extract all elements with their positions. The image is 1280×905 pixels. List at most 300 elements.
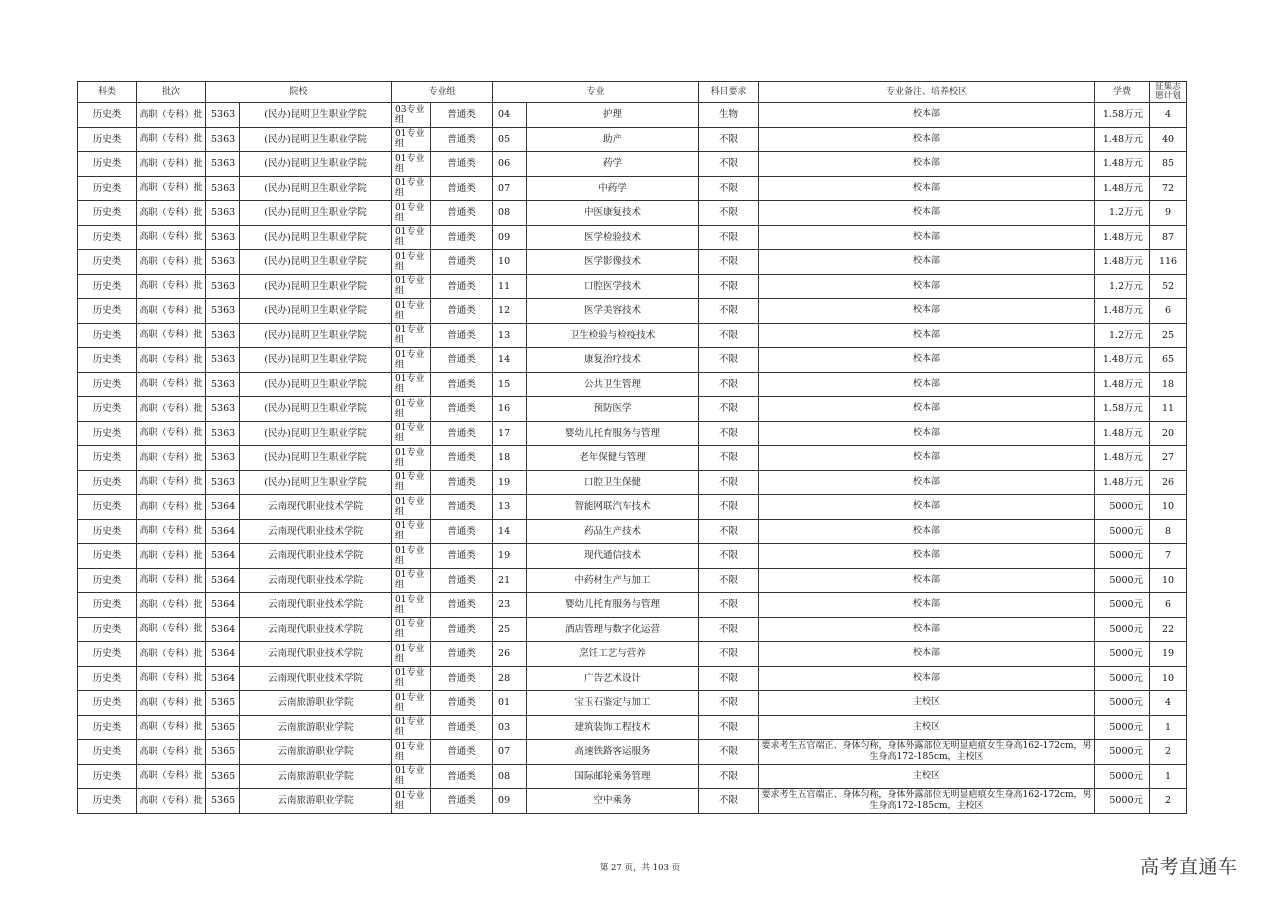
cell-category: 普通类 [431,740,493,765]
cell-category: 普通类 [431,568,493,593]
cell-major-code: 13 [493,323,527,348]
cell-major-code: 19 [493,470,527,495]
cell-institution-code: 5364 [206,642,240,667]
cell-major-name: 空中乘务 [527,789,699,814]
table-row [78,299,1187,324]
cell-major-name: 护理 [527,103,699,128]
cell-institution-code: 5363 [206,225,240,250]
table-row [78,691,1187,716]
cell-major-group: 01专业组 [392,740,431,765]
cell-major-code: 07 [493,176,527,201]
header-subject-requirement: 科目要求 [699,82,759,103]
cell-major-code: 28 [493,666,527,691]
table-row [78,201,1187,226]
cell-category: 普通类 [431,348,493,373]
cell-remarks-campus: 校本部 [759,372,1095,397]
cell-plan-count: 10 [1150,495,1187,520]
cell-subject-type: 历史类 [78,201,137,226]
page-number-footer: 第 27 页，共 103 页 [599,863,681,873]
cell-category: 普通类 [431,274,493,299]
cell-subject-requirement: 不限 [699,201,759,226]
cell-plan-count: 2 [1150,740,1187,765]
cell-subject-requirement: 不限 [699,740,759,765]
cell-batch: 高职（专科）批 [137,495,206,520]
cell-tuition: 1.48万元 [1095,152,1150,177]
cell-tuition: 5000元 [1095,593,1150,618]
table-row [78,715,1187,740]
cell-major-code: 06 [493,152,527,177]
cell-major-name: 国际邮轮乘务管理 [527,764,699,789]
cell-subject-type: 历史类 [78,519,137,544]
cell-major-name: 药学 [527,152,699,177]
cell-institution-name: (民办)昆明卫生职业学院 [240,421,392,446]
cell-category: 普通类 [431,152,493,177]
cell-plan-count: 22 [1150,617,1187,642]
cell-subject-type: 历史类 [78,568,137,593]
cell-tuition: 1.48万元 [1095,299,1150,324]
cell-category: 普通类 [431,127,493,152]
cell-institution-code: 5363 [206,274,240,299]
cell-plan-count: 8 [1150,519,1187,544]
cell-remarks-campus: 校本部 [759,568,1095,593]
cell-batch: 高职（专科）批 [137,225,206,250]
cell-subject-requirement: 不限 [699,764,759,789]
cell-subject-type: 历史类 [78,470,137,495]
cell-major-name: 康复治疗技术 [527,348,699,373]
admission-plan-table [77,81,1187,814]
cell-category: 普通类 [431,495,493,520]
cell-institution-code: 5364 [206,593,240,618]
cell-plan-count: 10 [1150,666,1187,691]
cell-batch: 高职（专科）批 [137,740,206,765]
cell-plan-count: 11 [1150,397,1187,422]
table-row [78,274,1187,299]
cell-subject-type: 历史类 [78,299,137,324]
cell-remarks-campus: 校本部 [759,225,1095,250]
table-row [78,470,1187,495]
cell-institution-name: (民办)昆明卫生职业学院 [240,470,392,495]
cell-institution-code: 5364 [206,495,240,520]
cell-subject-type: 历史类 [78,617,137,642]
cell-major-name: 老年保健与管理 [527,446,699,471]
table-row [78,397,1187,422]
cell-major-group: 01专业组 [392,593,431,618]
cell-major-group: 01专业组 [392,299,431,324]
cell-major-code: 14 [493,348,527,373]
cell-major-code: 12 [493,299,527,324]
cell-remarks-campus: 校本部 [759,617,1095,642]
cell-subject-requirement: 不限 [699,299,759,324]
cell-remarks-campus: 主校区 [759,691,1095,716]
cell-major-group: 01专业组 [392,152,431,177]
cell-batch: 高职（专科）批 [137,421,206,446]
cell-remarks-campus: 校本部 [759,666,1095,691]
cell-subject-requirement: 不限 [699,519,759,544]
cell-major-name: 口腔医学技术 [527,274,699,299]
cell-plan-count: 85 [1150,152,1187,177]
cell-institution-name: 云南现代职业技术学院 [240,544,392,569]
cell-subject-type: 历史类 [78,176,137,201]
cell-tuition: 1.48万元 [1095,421,1150,446]
cell-subject-type: 历史类 [78,323,137,348]
cell-major-group: 01专业组 [392,789,431,814]
cell-remarks-campus: 校本部 [759,250,1095,275]
cell-institution-name: (民办)昆明卫生职业学院 [240,348,392,373]
table-row [78,250,1187,275]
cell-remarks-campus: 校本部 [759,495,1095,520]
table-row [78,103,1187,128]
table-row [78,593,1187,618]
cell-major-group: 01专业组 [392,715,431,740]
cell-major-code: 04 [493,103,527,128]
cell-plan-count: 27 [1150,446,1187,471]
cell-institution-code: 5363 [206,323,240,348]
table-row [78,446,1187,471]
cell-batch: 高职（专科）批 [137,397,206,422]
cell-subject-type: 历史类 [78,789,137,814]
table-row [78,348,1187,373]
cell-institution-name: (民办)昆明卫生职业学院 [240,250,392,275]
cell-category: 普通类 [431,372,493,397]
header-tuition: 学费 [1095,82,1150,103]
cell-major-group: 01专业组 [392,201,431,226]
cell-plan-count: 1 [1150,764,1187,789]
cell-remarks-campus: 校本部 [759,519,1095,544]
cell-remarks-campus: 校本部 [759,642,1095,667]
cell-institution-code: 5363 [206,470,240,495]
cell-category: 普通类 [431,544,493,569]
cell-major-code: 07 [493,740,527,765]
table-row [78,152,1187,177]
cell-subject-requirement: 不限 [699,666,759,691]
cell-tuition: 5000元 [1095,495,1150,520]
cell-category: 普通类 [431,470,493,495]
cell-tuition: 1.48万元 [1095,372,1150,397]
cell-batch: 高职（专科）批 [137,299,206,324]
cell-institution-name: (民办)昆明卫生职业学院 [240,176,392,201]
cell-institution-code: 5363 [206,348,240,373]
cell-batch: 高职（专科）批 [137,568,206,593]
cell-batch: 高职（专科）批 [137,544,206,569]
cell-major-group: 01专业组 [392,666,431,691]
cell-tuition: 1.48万元 [1095,348,1150,373]
cell-category: 普通类 [431,642,493,667]
cell-category: 普通类 [431,715,493,740]
cell-tuition: 1.2万元 [1095,274,1150,299]
cell-batch: 高职（专科）批 [137,593,206,618]
cell-remarks-campus: 主校区 [759,715,1095,740]
cell-major-name: 婴幼儿托育服务与管理 [527,421,699,446]
cell-institution-name: 云南旅游职业学院 [240,691,392,716]
cell-batch: 高职（专科）批 [137,470,206,495]
cell-batch: 高职（专科）批 [137,666,206,691]
cell-subject-requirement: 不限 [699,446,759,471]
cell-institution-code: 5363 [206,152,240,177]
cell-plan-count: 52 [1150,274,1187,299]
cell-major-name: 高速铁路客运服务 [527,740,699,765]
cell-plan-count: 18 [1150,372,1187,397]
table-row [78,225,1187,250]
cell-institution-name: 云南旅游职业学院 [240,740,392,765]
table-row [78,127,1187,152]
cell-plan-count: 9 [1150,201,1187,226]
cell-major-code: 11 [493,274,527,299]
header-major-group: 专业组 [392,82,493,103]
cell-category: 普通类 [431,789,493,814]
cell-subject-type: 历史类 [78,691,137,716]
cell-subject-requirement: 不限 [699,323,759,348]
cell-category: 普通类 [431,764,493,789]
cell-institution-name: (民办)昆明卫生职业学院 [240,201,392,226]
cell-tuition: 5000元 [1095,715,1150,740]
cell-major-name: 酒店管理与数字化运营 [527,617,699,642]
cell-institution-code: 5365 [206,789,240,814]
cell-plan-count: 25 [1150,323,1187,348]
cell-subject-type: 历史类 [78,152,137,177]
cell-tuition: 1.48万元 [1095,176,1150,201]
cell-remarks-campus: 要求考生五官端正、身体匀称，身体外露部位无明显疤痕女生身高162-172cm，男生身高172-185cm，主校区 [759,740,1095,765]
cell-major-name: 卫生检验与检疫技术 [527,323,699,348]
cell-subject-type: 历史类 [78,421,137,446]
cell-batch: 高职（专科）批 [137,789,206,814]
cell-major-name: 医学影像技术 [527,250,699,275]
cell-major-code: 15 [493,372,527,397]
cell-plan-count: 4 [1150,691,1187,716]
table-row [78,568,1187,593]
cell-plan-count: 116 [1150,250,1187,275]
cell-major-group: 01专业组 [392,348,431,373]
cell-major-code: 17 [493,421,527,446]
cell-institution-code: 5364 [206,617,240,642]
cell-category: 普通类 [431,617,493,642]
cell-plan-count: 87 [1150,225,1187,250]
cell-institution-name: 云南旅游职业学院 [240,789,392,814]
cell-subject-requirement: 不限 [699,470,759,495]
cell-category: 普通类 [431,299,493,324]
cell-tuition: 5000元 [1095,617,1150,642]
cell-plan-count: 6 [1150,299,1187,324]
cell-subject-type: 历史类 [78,593,137,618]
cell-subject-type: 历史类 [78,397,137,422]
table-row [78,764,1187,789]
cell-remarks-campus: 校本部 [759,593,1095,618]
cell-major-code: 09 [493,789,527,814]
cell-subject-type: 历史类 [78,740,137,765]
cell-subject-requirement: 不限 [699,495,759,520]
cell-category: 普通类 [431,666,493,691]
cell-subject-requirement: 不限 [699,691,759,716]
cell-major-group: 01专业组 [392,446,431,471]
cell-plan-count: 7 [1150,544,1187,569]
cell-category: 普通类 [431,323,493,348]
cell-plan-count: 19 [1150,642,1187,667]
table-row [78,519,1187,544]
cell-tuition: 1.2万元 [1095,323,1150,348]
cell-institution-code: 5365 [206,764,240,789]
cell-plan-count: 10 [1150,568,1187,593]
cell-subject-type: 历史类 [78,544,137,569]
cell-institution-code: 5363 [206,176,240,201]
table-row [78,642,1187,667]
cell-subject-requirement: 生物 [699,103,759,128]
cell-category: 普通类 [431,446,493,471]
cell-tuition: 5000元 [1095,764,1150,789]
cell-tuition: 5000元 [1095,691,1150,716]
cell-major-code: 03 [493,715,527,740]
cell-major-name: 烹饪工艺与营养 [527,642,699,667]
cell-institution-name: (民办)昆明卫生职业学院 [240,127,392,152]
header-institution: 院校 [206,82,392,103]
cell-major-group: 01专业组 [392,421,431,446]
cell-major-group: 01专业组 [392,250,431,275]
cell-subject-requirement: 不限 [699,642,759,667]
cell-major-group: 01专业组 [392,642,431,667]
watermark-logo-text: 高考直通车 [1140,856,1238,878]
table-row [78,495,1187,520]
cell-major-group: 01专业组 [392,127,431,152]
cell-major-group: 01专业组 [392,691,431,716]
cell-plan-count: 1 [1150,715,1187,740]
cell-subject-type: 历史类 [78,764,137,789]
cell-batch: 高职（专科）批 [137,176,206,201]
cell-major-name: 助产 [527,127,699,152]
cell-tuition: 1.48万元 [1095,446,1150,471]
cell-institution-name: 云南旅游职业学院 [240,715,392,740]
cell-tuition: 1.48万元 [1095,470,1150,495]
cell-tuition: 5000元 [1095,568,1150,593]
cell-major-name: 婴幼儿托育服务与管理 [527,593,699,618]
cell-subject-requirement: 不限 [699,568,759,593]
cell-batch: 高职（专科）批 [137,127,206,152]
cell-institution-name: 云南旅游职业学院 [240,764,392,789]
cell-subject-requirement: 不限 [699,127,759,152]
cell-subject-type: 历史类 [78,446,137,471]
cell-remarks-campus: 校本部 [759,323,1095,348]
cell-major-code: 09 [493,225,527,250]
cell-institution-code: 5363 [206,299,240,324]
cell-tuition: 1.58万元 [1095,397,1150,422]
cell-subject-type: 历史类 [78,348,137,373]
cell-major-code: 01 [493,691,527,716]
cell-category: 普通类 [431,250,493,275]
cell-major-group: 03专业组 [392,103,431,128]
cell-remarks-campus: 校本部 [759,446,1095,471]
cell-tuition: 1.58万元 [1095,103,1150,128]
cell-category: 普通类 [431,519,493,544]
table-body [78,103,1187,814]
cell-subject-type: 历史类 [78,372,137,397]
cell-major-group: 01专业组 [392,274,431,299]
cell-tuition: 5000元 [1095,519,1150,544]
cell-subject-type: 历史类 [78,495,137,520]
cell-institution-name: 云南现代职业技术学院 [240,617,392,642]
cell-subject-requirement: 不限 [699,421,759,446]
cell-category: 普通类 [431,201,493,226]
cell-tuition: 1.48万元 [1095,127,1150,152]
cell-institution-code: 5363 [206,201,240,226]
table-row [78,421,1187,446]
cell-institution-name: (民办)昆明卫生职业学院 [240,103,392,128]
cell-subject-requirement: 不限 [699,593,759,618]
cell-major-code: 08 [493,764,527,789]
cell-remarks-campus: 校本部 [759,127,1095,152]
cell-subject-type: 历史类 [78,225,137,250]
cell-batch: 高职（专科）批 [137,348,206,373]
cell-major-group: 01专业组 [392,519,431,544]
cell-subject-requirement: 不限 [699,225,759,250]
cell-category: 普通类 [431,421,493,446]
cell-institution-name: (民办)昆明卫生职业学院 [240,446,392,471]
cell-institution-code: 5365 [206,715,240,740]
cell-plan-count: 40 [1150,127,1187,152]
cell-remarks-campus: 校本部 [759,470,1095,495]
table-row [78,617,1187,642]
cell-major-code: 21 [493,568,527,593]
cell-remarks-campus: 校本部 [759,274,1095,299]
cell-batch: 高职（专科）批 [137,372,206,397]
cell-institution-code: 5363 [206,446,240,471]
cell-institution-code: 5364 [206,568,240,593]
cell-major-group: 01专业组 [392,225,431,250]
cell-major-code: 14 [493,519,527,544]
cell-major-group: 01专业组 [392,323,431,348]
cell-major-name: 智能网联汽车技术 [527,495,699,520]
cell-remarks-campus: 校本部 [759,421,1095,446]
cell-remarks-campus: 要求考生五官端正、身体匀称，身体外露部位无明显疤痕女生身高162-172cm，男生身高172-185cm，主校区 [759,789,1095,814]
cell-batch: 高职（专科）批 [137,323,206,348]
cell-major-name: 宝玉石鉴定与加工 [527,691,699,716]
cell-institution-name: 云南现代职业技术学院 [240,593,392,618]
cell-batch: 高职（专科）批 [137,715,206,740]
cell-tuition: 5000元 [1095,642,1150,667]
cell-institution-name: (民办)昆明卫生职业学院 [240,323,392,348]
cell-batch: 高职（专科）批 [137,519,206,544]
cell-batch: 高职（专科）批 [137,201,206,226]
cell-plan-count: 6 [1150,593,1187,618]
cell-subject-requirement: 不限 [699,274,759,299]
cell-major-group: 01专业组 [392,372,431,397]
cell-institution-name: (民办)昆明卫生职业学院 [240,372,392,397]
cell-batch: 高职（专科）批 [137,446,206,471]
cell-major-name: 医学检验技术 [527,225,699,250]
cell-batch: 高职（专科）批 [137,764,206,789]
cell-category: 普通类 [431,593,493,618]
cell-remarks-campus: 校本部 [759,176,1095,201]
cell-institution-name: (民办)昆明卫生职业学院 [240,274,392,299]
cell-institution-code: 5363 [206,250,240,275]
cell-tuition: 1.2万元 [1095,201,1150,226]
cell-institution-code: 5363 [206,372,240,397]
cell-institution-code: 5364 [206,519,240,544]
cell-major-group: 01专业组 [392,544,431,569]
cell-remarks-campus: 校本部 [759,544,1095,569]
header-subject-type: 科类 [78,82,137,103]
cell-institution-name: 云南现代职业技术学院 [240,666,392,691]
cell-tuition: 1.48万元 [1095,225,1150,250]
cell-subject-type: 历史类 [78,103,137,128]
cell-plan-count: 2 [1150,789,1187,814]
cell-major-code: 08 [493,201,527,226]
admission-plan-sheet [77,81,1186,814]
cell-major-name: 公共卫生管理 [527,372,699,397]
cell-major-code: 16 [493,397,527,422]
cell-institution-code: 5363 [206,397,240,422]
cell-major-group: 01专业组 [392,397,431,422]
cell-category: 普通类 [431,225,493,250]
cell-category: 普通类 [431,103,493,128]
cell-institution-name: 云南现代职业技术学院 [240,495,392,520]
table-row [78,372,1187,397]
